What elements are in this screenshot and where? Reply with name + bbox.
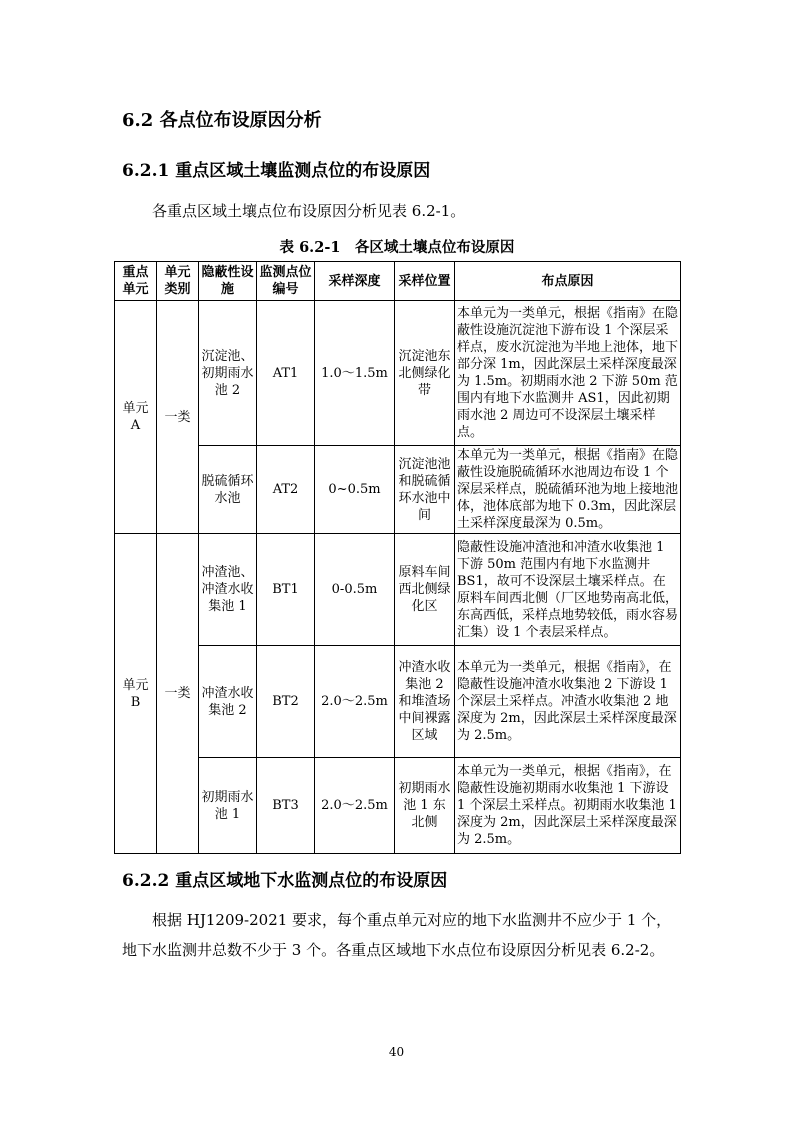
table-caption: 表 6.2-1 各区域土壤点位布设原因: [279, 239, 515, 256]
intro-paragraph: 各重点区域土壤点位布设原因分析见表 6.2-1。: [152, 202, 466, 220]
cell-code: BT1: [257, 534, 315, 646]
cell-code: BT3: [257, 758, 315, 854]
header-sampling-location: 采样位置: [395, 262, 455, 301]
cell-depth: 0~0.5m: [315, 446, 395, 534]
cell-location: 沉淀池池和脱硫循环水池中间: [395, 446, 455, 534]
cell-facility: 脱硫循环水池: [199, 446, 257, 534]
cell-facility: 冲渣池、冲渣水收集池 1: [199, 534, 257, 646]
cell-unit: 单元 B: [115, 534, 157, 854]
cell-code: AT2: [257, 446, 315, 534]
table-row: [115, 646, 681, 758]
cell-code: BT2: [257, 646, 315, 758]
cell-category: 一类: [157, 534, 199, 854]
table-row: [115, 301, 681, 446]
cell-category: 一类: [157, 301, 199, 534]
cell-facility: 初期雨水池 1: [199, 758, 257, 854]
header-key-unit: 重点单元: [115, 262, 157, 301]
table-row: [115, 446, 681, 534]
cell-depth: 2.0～2.5m: [315, 758, 395, 854]
section-title: 6.2 各点位布设原因分析: [122, 110, 322, 131]
cell-location: 初期雨水池 1 东北侧: [395, 758, 455, 854]
table-row: [115, 758, 681, 854]
cell-reason: 本单元为一类单元，根据《指南》在隐蔽性设施脱硫循环水池周边布设 1 个深层采样点，脱硫循环池为地上接地池体，池体底部为地下 0.3m，因此深层土采样深度最深为 0.5m。: [455, 446, 681, 534]
header-sampling-depth: 采样深度: [315, 262, 395, 301]
soil-points-table: [114, 261, 681, 854]
header-reason: 布点原因: [455, 262, 681, 301]
cell-depth: 0-0.5m: [315, 534, 395, 646]
groundwater-paragraph: 根据 HJ1209-2021 要求，每个重点单元对应的地下水监测井不应少于 1 个，地下水监测井总数不少于 3 个。各重点区域地下水点位布设原因分析见表 6.2-2。: [122, 911, 672, 959]
cell-unit: 单元 A: [115, 301, 157, 534]
header-hidden-facility: 隐蔽性设施: [199, 262, 257, 301]
cell-location: 冲渣水收集池 2 和堆渣场中间裸露区域: [395, 646, 455, 758]
cell-depth: 2.0～2.5m: [315, 646, 395, 758]
cell-code: AT1: [257, 301, 315, 446]
cell-location: 原料车间西北侧绿化区: [395, 534, 455, 646]
cell-facility: 冲渣水收集池 2: [199, 646, 257, 758]
cell-reason: 本单元为一类单元，根据《指南》，在隐蔽性设施初期雨水收集池 1 下游设 1 个深层土采样点。初期雨水收集池 1 深度为 2m，因此深层土采样深度最深为 2.5m。: [455, 758, 681, 854]
cell-reason: 隐蔽性设施冲渣池和冲渣水收集池 1 下游 50m 范围内有地下水监测井 BS1，故可不设深层土壤采样点。在原料车间西北侧（厂区地势南高北低，东高西低，采样点地势较低，雨水容易汇集）设 1 个表层采样点。: [455, 534, 681, 646]
cell-depth: 1.0～1.5m: [315, 301, 395, 446]
table-header-row: [115, 262, 681, 301]
subsection-title-soil: 6.2.1 重点区域土壤监测点位的布设原因: [122, 161, 431, 181]
cell-reason: 本单元为一类单元，根据《指南》在隐蔽性设施沉淀池下游布设 1 个深层采样点，废水沉淀池为半地上池体，地下部分深 1m，因此深层土采样深度最深为 1.5m。初期雨水池 2 下游 50m 范围内有地下水监测井 AS1，因此初期雨水池 2 周边可不设深层土壤采样点。: [455, 301, 681, 446]
cell-location: 沉淀池东北侧绿化带: [395, 301, 455, 446]
subsection-title-groundwater: 6.2.2 重点区域地下水监测点位的布设原因: [122, 871, 448, 891]
table-row: [115, 534, 681, 646]
page-number: 40: [388, 1045, 405, 1059]
cell-reason: 本单元为一类单元，根据《指南》，在隐蔽性设施冲渣水收集池 2 下游设 1 个深层土采样点。冲渣水收集池 2 地深度为 2m，因此深层土采样深度最深为 2.5m。: [455, 646, 681, 758]
header-unit-category: 单元类别: [157, 262, 199, 301]
cell-facility: 沉淀池、初期雨水池 2: [199, 301, 257, 446]
header-point-code: 监测点位编号: [257, 262, 315, 301]
